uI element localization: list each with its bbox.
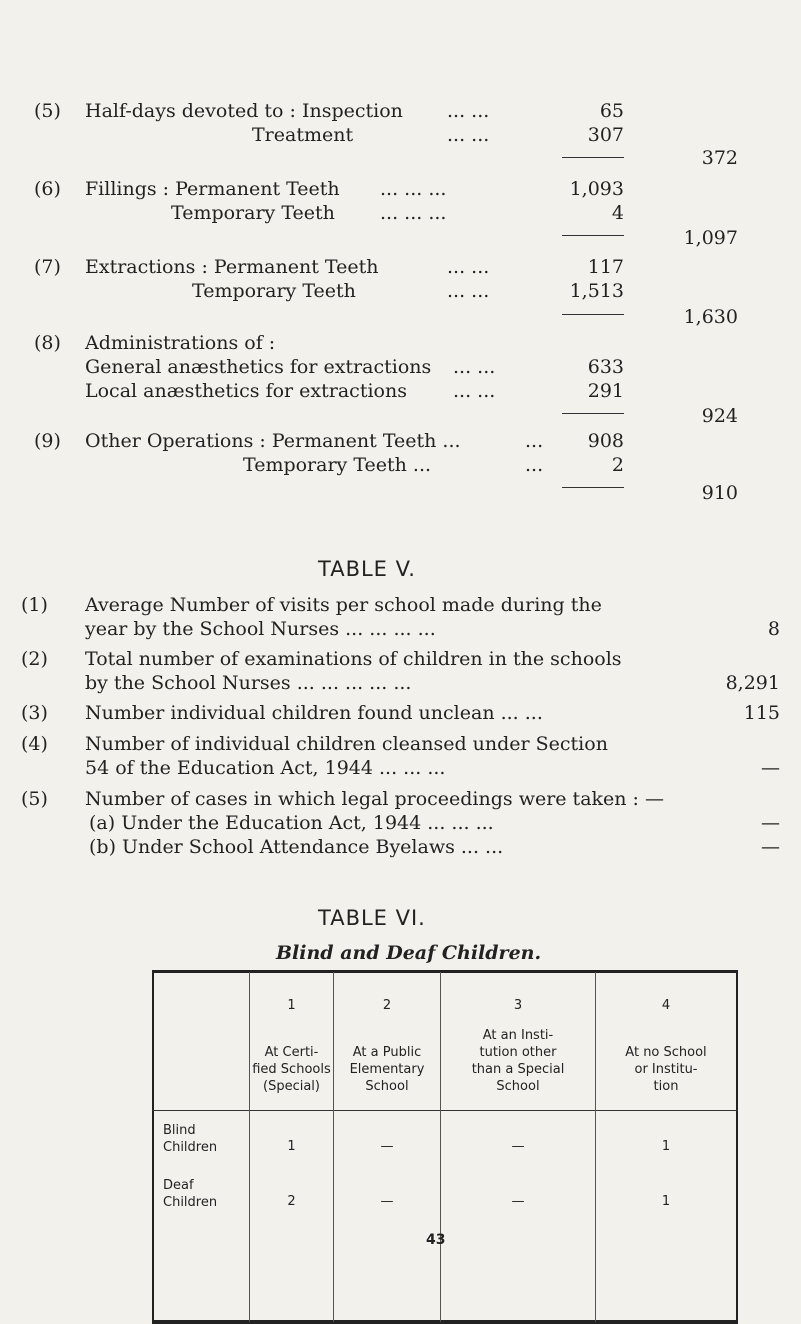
value: 307 <box>587 124 624 146</box>
header-divider <box>152 1110 738 1111</box>
item-label: Local anæsthetics for extractions <box>85 380 407 402</box>
value: 117 <box>587 256 624 278</box>
column-number: 1 <box>287 998 296 1013</box>
item-number: (5) <box>34 100 61 122</box>
item-label: Treatment <box>252 124 354 146</box>
table-vi-title: TABLE VI. <box>318 906 426 930</box>
row-label: Blind Children <box>163 1123 218 1155</box>
value: 4 <box>611 202 624 224</box>
value: 8 <box>767 618 780 640</box>
item-text: (a) Under the Education Act, 1944 ... ... ... <box>89 812 494 834</box>
column-number: 2 <box>382 998 392 1013</box>
total: 1,097 <box>683 227 738 249</box>
item-text: year by the School Nurses ... ... ... ... <box>85 618 436 640</box>
item-number: (4) <box>21 733 48 755</box>
column-header: At Certi- fied Schools (Special) <box>252 1045 331 1094</box>
column-number: 3 <box>513 998 523 1013</box>
subtotal-rule <box>562 487 624 488</box>
item-label: General anæsthetics for extractions <box>85 356 432 378</box>
item-number: (6) <box>34 178 61 200</box>
subtotal-rule <box>562 413 624 414</box>
table-cell: — <box>511 1194 525 1209</box>
row-label: Deaf Children <box>163 1178 218 1210</box>
item-text: Total number of examinations of children in the schools <box>85 648 622 670</box>
item-text: by the School Nurses ... ... ... ... ... <box>85 672 412 694</box>
value: — <box>761 812 780 834</box>
page-number: 43 <box>426 1232 446 1248</box>
item-text: Average Number of visits per school made during the <box>85 594 602 616</box>
value: 1,513 <box>569 280 624 302</box>
item-label: Temporary Teeth ... <box>243 454 432 476</box>
subtotal-rule <box>562 235 624 236</box>
column-header: At no School or Institu- tion <box>625 1045 707 1094</box>
table-cell: 1 <box>287 1139 296 1154</box>
total: 372 <box>701 147 738 169</box>
item-number: (9) <box>34 430 61 452</box>
item-number: (3) <box>21 702 48 724</box>
value: — <box>761 757 780 779</box>
item-number: (7) <box>34 256 61 278</box>
value: 8,291 <box>725 672 780 694</box>
item-label: Temporary Teeth <box>171 202 335 224</box>
column-header: At a Public Elementary School <box>349 1045 425 1094</box>
item-label: Temporary Teeth <box>192 280 356 302</box>
table-left-border <box>152 970 154 1324</box>
table-vi-subtitle: Blind and Deaf Children. <box>276 942 542 964</box>
table-cell: 1 <box>661 1194 671 1209</box>
column-header: At an Insti- tution other than a Special School <box>471 1028 565 1094</box>
table-cell: 2 <box>287 1194 296 1209</box>
table-cell: — <box>511 1139 525 1154</box>
leader-dots: ... ... <box>447 100 490 122</box>
table-cell: — <box>380 1194 394 1209</box>
table-v-title: TABLE V. <box>318 557 416 581</box>
value: 1,093 <box>569 178 624 200</box>
item-number: (2) <box>21 648 48 670</box>
value: 115 <box>743 702 780 724</box>
table-bottom-border <box>152 1320 738 1324</box>
column-number: 4 <box>661 998 671 1013</box>
leader-dots: ... ... ... <box>380 202 447 224</box>
item-text: Number of individual children cleansed under Section <box>85 733 608 755</box>
item-label: Extractions : Permanent Teeth <box>85 256 379 278</box>
table-cell: — <box>380 1139 394 1154</box>
item-text: 54 of the Education Act, 1944 ... ... ... <box>85 757 446 779</box>
total: 924 <box>701 405 738 427</box>
item-label: Half-days devoted to : Inspection <box>85 100 403 122</box>
leader-dots: ... ... ... <box>380 178 447 200</box>
leader-dots: ... <box>525 430 544 452</box>
item-number: (8) <box>34 332 61 354</box>
item-label: Fillings : Permanent Teeth <box>85 178 340 200</box>
leader-dots: ... ... <box>447 256 490 278</box>
total: 910 <box>701 482 738 504</box>
leader-dots: ... ... <box>447 280 490 302</box>
leader-dots: ... <box>525 454 544 476</box>
subtotal-rule <box>562 314 624 315</box>
table-cell: 1 <box>661 1139 671 1154</box>
item-text: Number of cases in which legal proceedings were taken : — <box>85 788 664 810</box>
item-number: (1) <box>21 594 48 616</box>
item-label: Administrations of : <box>85 332 276 354</box>
item-text: Number individual children found unclean ... ... <box>85 702 543 724</box>
item-text: (b) Under School Attendance Byelaws ... ... <box>89 836 504 858</box>
value: 633 <box>587 356 624 378</box>
item-number: (5) <box>21 788 48 810</box>
value: — <box>761 836 780 858</box>
value: 2 <box>611 454 624 476</box>
value: 908 <box>587 430 624 452</box>
subtotal-rule <box>562 157 624 158</box>
leader-dots: ... ... <box>453 380 496 402</box>
total: 1,630 <box>683 306 738 328</box>
item-label: Other Operations : Permanent Teeth ... <box>85 430 461 452</box>
table-top-border <box>152 970 738 973</box>
leader-dots: ... ... <box>447 124 490 146</box>
table-right-border <box>736 970 738 1324</box>
value: 65 <box>599 100 624 122</box>
leader-dots: ... ... <box>453 356 496 378</box>
value: 291 <box>587 380 624 402</box>
